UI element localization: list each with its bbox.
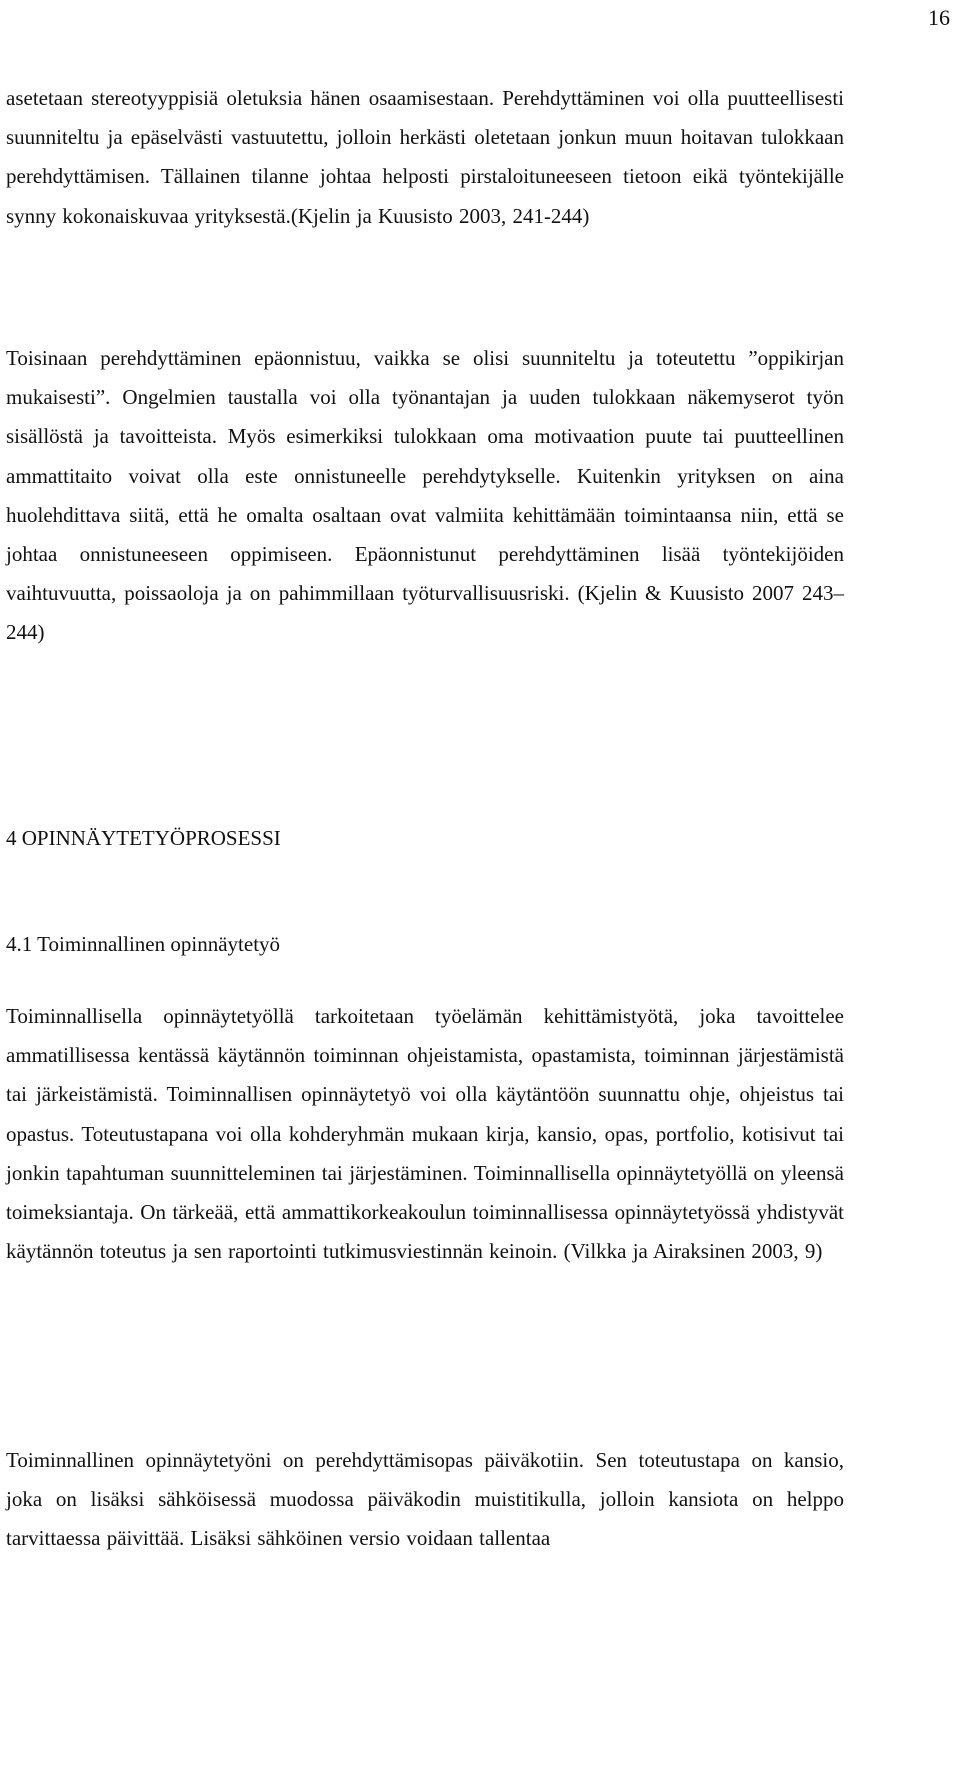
section-heading: 4.1 Toiminnallinen opinnäytetyö [6, 932, 281, 956]
chapter-heading: 4 OPINNÄYTETYÖPROSESSI [6, 826, 281, 850]
paragraph-own-thesis: Toiminnallinen opinnäytetyöni on perehdyttämisopas päiväkotiin. Sen toteutustapa on kansio, joka on lisäksi sähköisessä muodossa päiväkodin muistitikulla, jolloin kansiota on helppo tarvittaessa päivittää. Lisäksi sähköinen versio voidaan tallentaa [6, 1448, 844, 1551]
paragraph-stereotypes: asetetaan stereotyyppisiä oletuksia hänen osaamisestaan. Perehdyttäminen voi olla puutteellisesti suunniteltu ja epäselvästi vastuutettu, jolloin herkästi oletetaan jonkun muun hoitavan tulokkaan perehdyttämisen. Tällainen tilanne johtaa helposti pirstaloituneeseen tietoon eikä työntekijälle synny kokonaiskuvaa yrityksestä.(Kjelin ja Kuusisto 2003, 241-244) [6, 86, 844, 228]
page-number: 16 [928, 5, 950, 30]
paragraph-onboarding-failure: Toisinaan perehdyttäminen epäonnistuu, vaikka se olisi suunniteltu ja toteutettu ”oppikirjan mukaisesti”. Ongelmien taustalla voi olla työnantajan ja uuden tulokkaan näkemyserot työn sisällöstä ja tavoitteista. Myös esimerkiksi tulokkaan oma motivaation puute tai puutteellinen ammattitaito voivat olla este onnistuneelle perehdytykselle. Kuitenkin yrityksen on aina huolehdittava siitä, että he omalta osaltaan ovat valmiita kehittämään toimintaansa niin, että se johtaa onnistuneeseen oppimiseen. Epäonnistunut perehdyttäminen lisää työntekijöiden vaihtuvuutta, poissaoloja ja on pahimmillaan työturvallisuusriski. (Kjelin & Kuusisto 2007 243–244) [6, 346, 844, 645]
paragraph-functional-thesis: Toiminnallisella opinnäytetyöllä tarkoitetaan työelämän kehittämistyötä, joka tavoittelee ammatillisessa kentässä käytännön toiminnan ohjeistamista, opastamista, toiminnan järjestämistä tai järkeistämistä. Toiminnallisen opinnäytetyö voi olla käytäntöön suunnattu ohje, ohjeistus tai opastus. Toteutustapana voi olla kohderyhmän mukaan kirja, kansio, opas, portfolio, kotisivut tai jonkin tapahtuman suunnitteleminen tai järjestäminen. Toiminnallisella opinnäytetyöllä on yleensä toimeksiantaja. On tärkeää, että ammattikorkeakoulun toiminnallisessa opinnäytetyössä yhdistyvät käytännön toteutus ja sen raportointi tutkimusviestinnän keinoin. (Vilkka ja Airaksinen 2003, 9) [6, 1004, 844, 1264]
